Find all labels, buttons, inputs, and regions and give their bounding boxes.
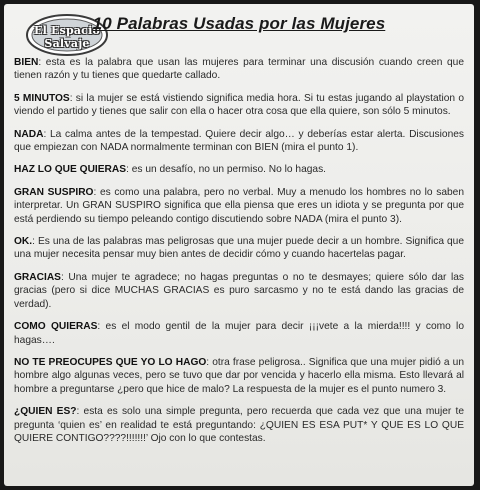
list-item bbox=[14, 186, 464, 226]
list-item bbox=[14, 56, 464, 83]
list-item bbox=[14, 356, 464, 396]
item-text: : si la mujer se está vistiendo significa media hora. Si tu estas jugando al playstation o viendo el partido y tienes que salir con ella o hacer otra cosa que ella quiere, son sólo 5 minutos. bbox=[14, 92, 464, 118]
item-text: : Una mujer te agradece; no hagas preguntas o no te desmayes; quiere sólo dar las gracias (pero si dice MUCHAS GRACIAS es puro sarcasmo y no te está dando las gracias de verdad). bbox=[14, 271, 464, 310]
item-text: : Es una de las palabras mas peligrosas que una mujer puede decir a un hombre. Significa que una mujer necesita pensar muy bien antes de decidir cómo y cuando hacertelas pagar. bbox=[14, 236, 464, 261]
logo-line-2: Salvaje bbox=[44, 37, 90, 50]
item-term: BIEN bbox=[14, 57, 39, 68]
logo-line-1: El Espacio bbox=[33, 24, 100, 37]
item-text: : otra frase peligrosa.. Significa que una mujer pidió a un hombre algo algunas veces, pero se tuvo que dar por vencida y hacerlo ella misma. Esto llevará al hombre a preguntarse ¿pero que hice de malo? La respuesta de la mujer es el punto numero 3. bbox=[14, 356, 464, 395]
item-term: NO TE PREOCUPES QUE YO LO HAGO bbox=[14, 356, 207, 368]
item-term: HAZ LO QUE QUIERAS bbox=[14, 164, 127, 176]
item-text: : esta es la palabra que usan las mujeres para terminar una discusión cuando creen que tienen razón y tu tienes que quedarte callado. bbox=[14, 57, 464, 82]
list-item bbox=[14, 405, 464, 445]
list-item bbox=[14, 92, 464, 119]
item-text: : es el modo gentil de la mujer para decir ¡¡¡vete a la mierda!!!! y como lo hagas…. bbox=[14, 321, 464, 346]
item-term: COMO QUIERAS bbox=[14, 321, 98, 333]
item-term: GRAN SUSPIRO bbox=[14, 186, 94, 198]
item-text: : esta es solo una simple pregunta, pero recuerda que cada vez que una mujer te pregunta ‘quien es’ en realidad te está preguntando: ¿QUIEN ES ESA PUT* Y QUE ES LO QUE QUIERE CONTIGO????!!!!!!!’ Ojo con lo que contestas. bbox=[14, 406, 464, 444]
item-text: : La calma antes de la tempestad. Quiere decir algo… y deberías estar alerta. Discusiones que empiezan con NADA normalmente terminan con BIEN (mira el punto 1). bbox=[14, 128, 464, 154]
item-term: 5 MINUTOS bbox=[14, 92, 70, 104]
list-item bbox=[14, 163, 464, 176]
item-term: NADA bbox=[14, 128, 44, 140]
item-text: : es un desafío, no un permiso. No lo hagas. bbox=[126, 164, 326, 176]
list-item bbox=[14, 235, 464, 262]
list-item bbox=[14, 128, 464, 155]
item-term: OK. bbox=[14, 236, 33, 248]
item-term: GRACIAS bbox=[14, 271, 61, 283]
document-page bbox=[4, 4, 474, 486]
page-title: 10 Palabras Usadas por las Mujeres bbox=[92, 14, 386, 33]
list-item bbox=[14, 320, 464, 347]
item-term: ¿QUIEN ES? bbox=[14, 406, 77, 418]
list-item bbox=[14, 271, 464, 311]
item-text: : es como una palabra, pero no verbal. Muy a menudo los hombres no lo saben interpretar. Un GRAN SUSPIRO significa que ella piensa que eres un idiota y se pregunta por que está perdiendo su tiempo peleando contigo discutiendo sobre NADA (mira el punto 3). bbox=[14, 186, 464, 225]
word-list bbox=[14, 56, 464, 454]
